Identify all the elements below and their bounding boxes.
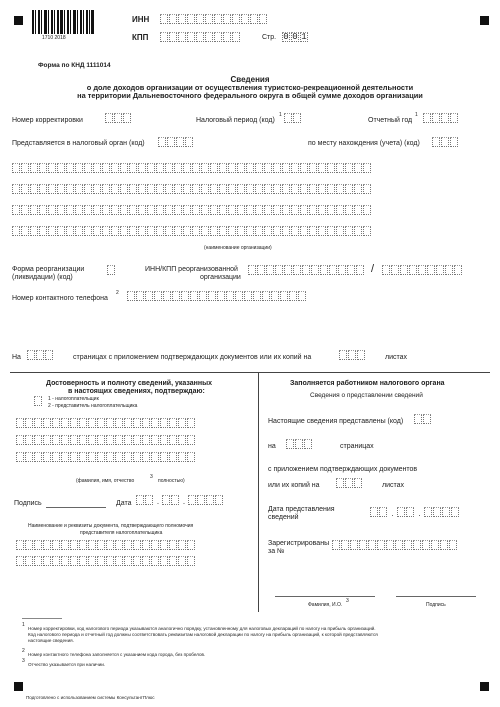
footnote-1-line-2: Код налогового периода и отчетный год должны соответствовать реквизитам налоговой декларации по налогу на прибыль организаций, к которой представляются xyxy=(28,632,378,637)
cell-row[interactable] xyxy=(16,418,196,428)
left-heading-1: Достоверность и полноту сведений, указанных xyxy=(46,380,212,387)
cell-row[interactable] xyxy=(16,452,196,462)
fio-footnote: 3 xyxy=(150,474,153,480)
tax-authority-field[interactable] xyxy=(158,137,194,147)
reorg-form-label-2: (ликвидации) (код) xyxy=(12,274,73,281)
title-line-3: на территории Дальневосточного федерального округа в общей сумме доходов организации xyxy=(77,91,423,100)
official-signature-label: Подпись xyxy=(426,602,446,608)
reporting-year-field[interactable] xyxy=(423,113,459,123)
date-submitted-label-2: сведений xyxy=(268,514,299,521)
location-code-field[interactable] xyxy=(432,137,459,147)
cell-row[interactable] xyxy=(16,435,196,445)
cell-row[interactable] xyxy=(12,205,372,215)
column-divider xyxy=(258,372,259,612)
footnote-3-text: Отчество указывается при наличии. xyxy=(28,662,106,667)
tax-period-label: Налоговый период (код) xyxy=(196,117,275,124)
reporting-year-label: Отчетный год xyxy=(368,117,413,124)
date-label: Дата xyxy=(116,500,132,507)
form-code: Форма по КНД 1111014 xyxy=(38,62,111,69)
reporting-year-footnote: 1 xyxy=(415,112,418,118)
cell-row[interactable] xyxy=(16,556,196,566)
page-number-field[interactable] xyxy=(282,32,309,42)
pages-middle-text: страницах с приложением подтверждающих документов или их копий на xyxy=(73,354,312,361)
correction-number-field[interactable] xyxy=(105,113,132,123)
phone-field[interactable] xyxy=(127,291,307,301)
cell-row[interactable] xyxy=(12,163,372,173)
submitted-code-field[interactable] xyxy=(414,414,432,424)
pages-prefix: На xyxy=(12,354,21,361)
signature-label: Подпись xyxy=(14,500,42,507)
correction-number-label: Номер корректировки xyxy=(12,117,83,124)
sheets-label: листах xyxy=(382,482,405,489)
reorg-kpp-field[interactable] xyxy=(382,265,463,275)
tax-period-field[interactable] xyxy=(284,113,302,123)
barcode xyxy=(32,10,94,34)
org-name-caption: (наименование организации) xyxy=(204,245,272,251)
barcode-number: 1710 2018 xyxy=(42,35,66,41)
registered-label-2: за № xyxy=(268,548,285,555)
pages-suffix: листах xyxy=(385,354,408,361)
date-submitted-field[interactable]: . . xyxy=(370,507,460,521)
pages-label: страницах xyxy=(340,443,374,450)
registration-number-field[interactable] xyxy=(332,540,458,550)
date-submitted-label: Дата представления xyxy=(268,506,335,513)
title-line-2: о доле доходов организации от осуществления туристско-рекреационной деятельности xyxy=(86,83,414,92)
attached-docs-label: с приложением подтверждающих документов xyxy=(268,466,418,473)
footnote-1-number: 1 xyxy=(22,622,25,628)
reorg-inn-field[interactable] xyxy=(248,265,365,275)
corner-marker-bottom-left xyxy=(14,682,23,691)
surname-footnote: 3 xyxy=(346,598,349,604)
kpp-field[interactable] xyxy=(160,32,241,42)
corner-marker-bottom-right xyxy=(480,682,489,691)
surname-label: Фамилия, И.О. xyxy=(308,602,343,608)
pages-count-field[interactable] xyxy=(27,350,54,360)
on-label: на xyxy=(268,443,276,450)
title-line-1: Сведения xyxy=(230,75,270,84)
surname-line[interactable] xyxy=(275,596,375,597)
official-signature-line[interactable] xyxy=(396,596,476,597)
phone-label: Номер контактного телефона xyxy=(12,295,108,302)
tax-period-footnote: 1 xyxy=(279,112,282,118)
left-heading-2: в настоящих сведениях, подтверждаю: xyxy=(68,388,205,395)
fio-caption-end: полностью) xyxy=(158,478,185,484)
footer-text: Подготовлено с использованием системы КонсультантПлюс xyxy=(26,695,155,700)
right-heading: Заполняется работником налогового органа xyxy=(290,380,445,387)
fio-caption: (фамилия, имя, отчество xyxy=(76,478,135,484)
tax-authority-label: Представляется в налоговый орган (код) xyxy=(12,140,145,147)
phone-footnote: 2 xyxy=(116,290,119,296)
page-digit: 0 xyxy=(292,32,298,42)
doc-caption-2: представителя налогоплательщика xyxy=(80,530,163,536)
innkpp-slash: / xyxy=(371,263,375,275)
reorg-innkpp-label: ИНН/КПП реорганизованной xyxy=(145,266,238,273)
page-digit: 0 xyxy=(283,32,289,42)
inn-label: ИНН xyxy=(132,15,150,24)
signer-option-2: 2 - представитель налогоплательщика xyxy=(48,403,138,409)
reorg-innkpp-label-2: организации xyxy=(200,274,241,281)
registered-label: Зарегистрированы xyxy=(268,540,330,547)
footnote-divider xyxy=(22,618,62,619)
footnote-1-line-3: настоящие сведения. xyxy=(28,638,74,643)
signed-date-field[interactable]: . . xyxy=(136,495,224,509)
reorg-form-label: Форма реорганизации xyxy=(12,266,85,273)
footnote-2-text: Номер контактного телефона заполняется с указанием кода города, без пробелов. xyxy=(28,652,206,657)
reorg-form-field[interactable] xyxy=(107,265,116,275)
corner-marker-top-right xyxy=(480,16,489,25)
received-pages-field[interactable] xyxy=(286,439,313,449)
page-digit: 1 xyxy=(301,32,307,42)
footnote-1-line-1: Номер корректировки, код налогового периода указываются аналогично порядку, установленному для налоговых деклараций по налогу на прибыль организаций. xyxy=(28,626,376,631)
location-code-label: по месту нахождения (учета) (код) xyxy=(308,140,420,147)
right-subheading: Сведения о представлении сведений xyxy=(310,392,423,399)
submitted-code-label: Настоящие сведения представлены (код) xyxy=(268,418,404,425)
received-sheets-field[interactable] xyxy=(336,478,363,488)
cell-row[interactable] xyxy=(12,184,372,194)
signer-type-field[interactable] xyxy=(34,396,43,406)
footnote-3-number: 3 xyxy=(22,658,25,664)
kpp-label: КПП xyxy=(132,33,149,42)
corner-marker-top-left xyxy=(14,16,23,25)
or-copies-label: или их копий на xyxy=(268,482,320,489)
cell-row[interactable] xyxy=(12,226,372,236)
inn-field[interactable] xyxy=(160,14,268,24)
sheets-count-field[interactable] xyxy=(339,350,366,360)
section-divider xyxy=(10,372,490,373)
cell-row[interactable] xyxy=(16,540,196,550)
signature-line[interactable] xyxy=(46,507,106,508)
doc-caption-1: Наименование и реквизиты документа, подтверждающего полномочия xyxy=(28,523,194,529)
footnote-2-number: 2 xyxy=(22,648,25,654)
page-label: Стр. xyxy=(262,34,277,41)
signer-option-1: 1 - налогоплательщик xyxy=(48,396,99,402)
